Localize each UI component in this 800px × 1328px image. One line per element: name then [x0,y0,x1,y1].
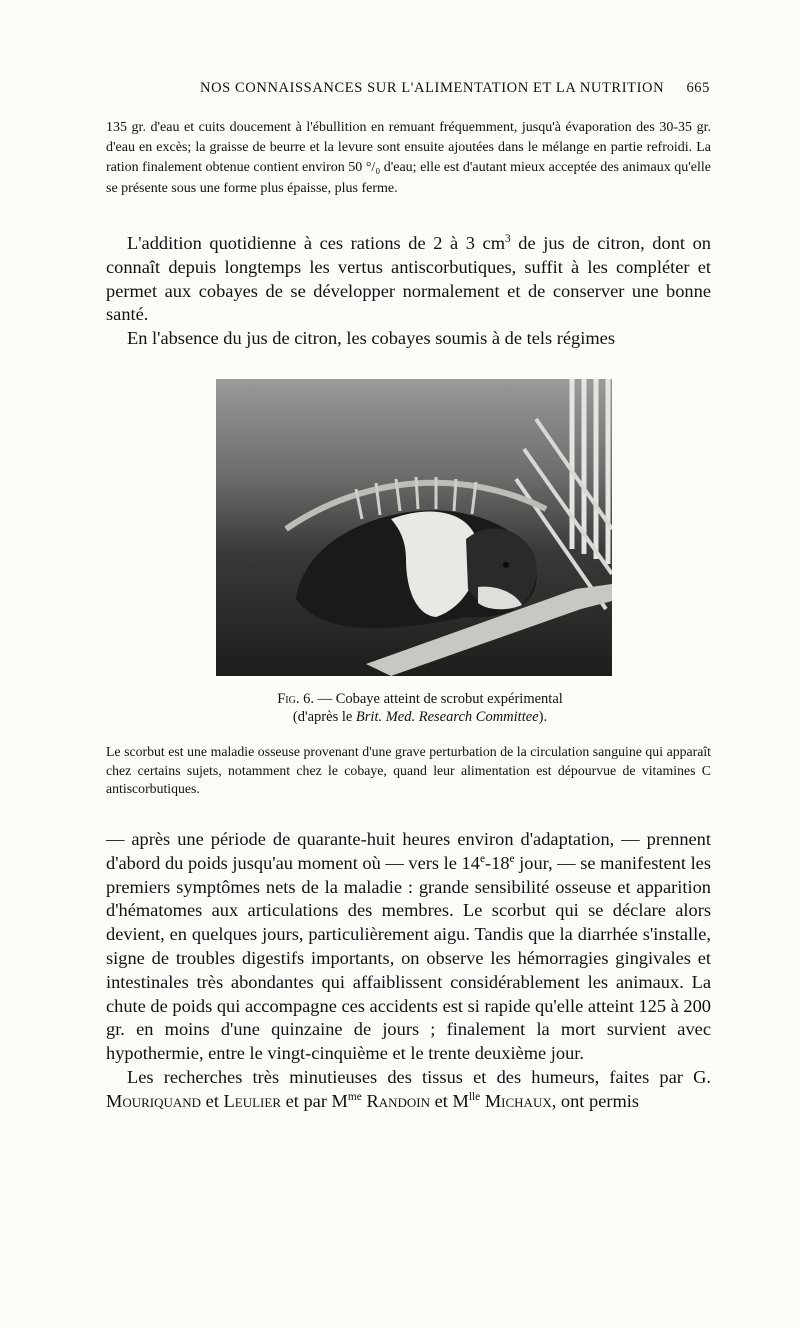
running-head-title: NOS CONNAISSANCES SUR L'ALIMENTATION ET LA NUTRITION [200,80,665,96]
author-randoin: Randoin [366,1090,430,1111]
paragraph-absence: En l'absence du jus de citron, les cobayes soumis à de tels régimes [127,328,615,349]
figure-source-name: Brit. Med. Research Committee [355,709,539,725]
figure-title: — Cobaye atteint de scrobut expérimental [313,691,563,707]
author-leulier: Leulier [223,1090,281,1111]
page-number: 665 [686,80,710,96]
continuation-text-2: -18 [485,852,510,873]
caption-line-2 [200,708,640,726]
continuation-text-1: — après une période de quarante-huit heures environ d'adaptation, — prennent d'abord du poids jusqu'au moment où — vers le 14 [106,829,711,873]
research-text-5: et M [429,1090,469,1111]
paragraph-lemon-juice-text-end: de jus de citron, dont on connaît depuis longtemps les vertus antiscorbutiques, suffit à les compléter et permet aux cobayes de se développer normalement et de conserver une bonne santé. [106,233,711,325]
small-print-text: 135 gr. d'eau et cuits doucement à l'ébullition en remuant fréquemment, jusqu'à évaporation des 30-35 gr. d'eau en excès; la graisse de beurre et la levure sont ensuite ajoutées dans le mélange en partie refroidi. La ration finalement obtenue contient environ 50 °/₀ d'eau; elle est d'autant mieux acceptée des animaux qu'elle se présente sous une forme plus épaisse, plus ferme. [106,120,711,196]
photo-illustration [216,379,612,676]
figure-caption-body [106,743,711,799]
figure-caption-title [200,690,640,726]
cage-bars [572,379,608,564]
paragraph-research [106,1066,711,1114]
author-michaux: Michaux [484,1090,552,1111]
paragraph-lemon-juice-text: L'addition quotidienne à ces rations de 2 à 3 cm [127,233,505,253]
main-paragraphs [106,828,711,1114]
figure-source-prefix: (d'après le [292,709,356,725]
mlle-superscript: lle [468,1090,481,1103]
paragraph-continuation [106,828,711,1066]
research-text-1: Les recherches très minutieuses des tissus et des humeurs, faites par G. [127,1066,711,1087]
intro-paragraphs [106,232,711,351]
paragraph-lemon-juice [106,232,711,327]
guinea-pig-eye [503,562,509,568]
author-mouriquand: Mouriquand [106,1090,202,1111]
cubic-superscript: 3 [505,232,511,245]
figure-source-suffix: ). [538,709,548,725]
research-text-7: , ont permis [551,1090,640,1111]
continuation-sup-1: e [479,852,485,865]
mme-superscript: me [347,1090,362,1103]
caption-line-1 [200,690,640,708]
research-text-3: et par M [281,1090,348,1111]
research-text-2: et [201,1090,224,1111]
figure-caption-text: Le scorbut est une maladie osseuse provenant d'une grave perturbation de la circulation sanguine qui apparaît chez certains sujets, notamment chez le cobaye, quand leur alimentation est dépourvue de vitamines C antiscorbutiques. [106,744,711,796]
small-print-paragraph [106,118,711,199]
figure-label: Fig. 6. [277,691,314,707]
guinea-pig-photo [216,379,612,676]
continuation-text-3: jour, — se manifestent les premiers symptômes nets de la maladie : grande sensibilité osseuse et apparition d'hématomes aux articulations des membres. Le scorbut qui se déclare alors devient, en quelques jours, particulièrement aigu. Tandis que la diarrhée s'installe, signe de troubles digestifs importants, on observe les hémorragies gingivales et intestinales très abondantes qui affaiblissent considérablement les animaux. La chute de poids qui accompagne ces accidents est si rapide qu'elle atteint 125 à 200 gr. en moins d'une quinzaine de jours ; finalement la mort survient avec hypothermie, entre le vingt-cinquième et le trente deuxième jour. [106,852,712,1064]
continuation-sup-2: e [509,852,515,865]
